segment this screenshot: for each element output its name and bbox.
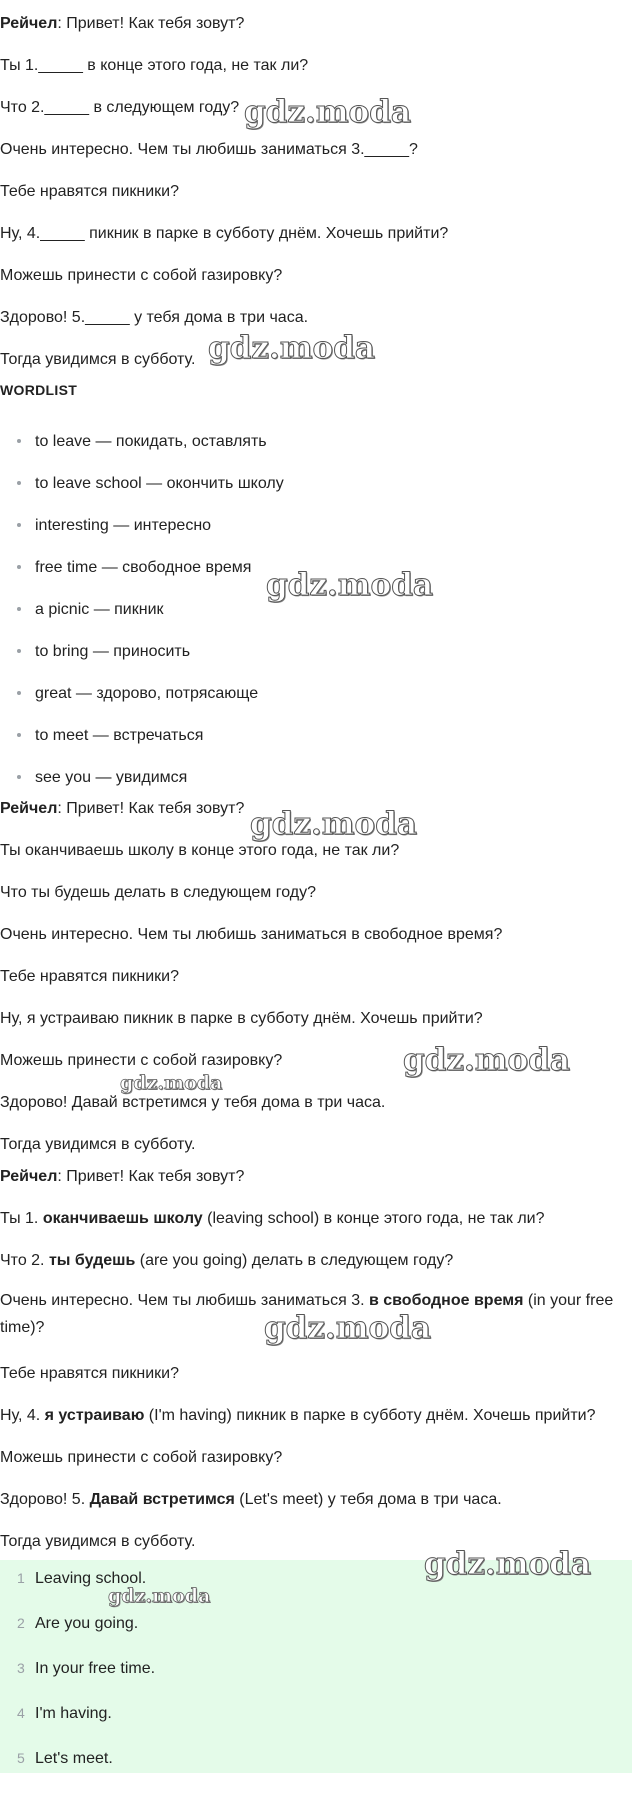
answer-text: I'm having. — [35, 1705, 112, 1722]
bullet-icon — [17, 733, 21, 737]
answer-number: 4 — [17, 1705, 25, 1721]
answer-item — [17, 1748, 113, 1769]
solution-line-1 — [0, 1167, 632, 1187]
answer-bold: Давай встретимся — [89, 1491, 235, 1508]
watermark: gdz.moda — [264, 1310, 431, 1346]
answer-text: Let's meet. — [35, 1750, 113, 1767]
answer-number: 1 — [17, 1570, 25, 1586]
line-text: (in your free time)? — [0, 1292, 614, 1336]
bullet-icon — [17, 607, 21, 611]
bullet-icon — [17, 481, 21, 485]
exercise-line-6: Ну, 4._____ пикник в парке в субботу днём. Хочешь прийти? — [0, 225, 449, 242]
line-text: Что 2. — [0, 1252, 49, 1269]
translation-line-2: Ты оканчиваешь школу в конце этого года, не так ли? — [0, 842, 400, 859]
bullet-icon — [17, 775, 21, 779]
wordlist-item — [17, 474, 284, 494]
line-text: (I'm having) пикник в парке в субботу днём. Хочешь прийти? — [144, 1407, 596, 1424]
wordlist-item — [17, 432, 267, 452]
watermark: gdz.moda — [208, 330, 375, 366]
exercise-line-3: Что 2._____ в следующем году? — [0, 99, 240, 116]
solution-line-5: Тебе нравятся пикники? — [0, 1365, 180, 1382]
solution-line-4 — [0, 1287, 620, 1341]
translation-line-4: Очень интересно. Чем ты любишь заниматься в свободное время? — [0, 926, 503, 943]
answers-panel — [0, 1560, 632, 1773]
answer-text: Leaving school. — [35, 1570, 147, 1587]
line-text: (Let's meet) у тебя дома в три часа. — [234, 1491, 502, 1508]
translation-line-7: Можешь принести с собой газировку? — [0, 1052, 283, 1069]
answer-item — [17, 1568, 146, 1589]
bullet-icon — [17, 523, 21, 527]
exercise-line-1 — [0, 14, 632, 34]
watermark: gdz.moda — [108, 1585, 211, 1607]
exercise-line-9: Тогда увидимся в субботу. — [0, 351, 196, 368]
wordlist-item-text: to leave school — окончить школу — [35, 475, 284, 492]
answer-bold: я устраиваю — [44, 1407, 145, 1424]
watermark: gdz.moda — [424, 1546, 591, 1582]
translation-line-8: Здорово! Давай встретимся у тебя дома в три часа. — [0, 1094, 386, 1111]
line-text: (leaving school) в конце этого года, не так ли? — [202, 1210, 545, 1227]
translation-line-9: Тогда увидимся в субботу. — [0, 1136, 196, 1153]
wordlist-item — [17, 516, 211, 536]
wordlist-item — [17, 768, 187, 788]
line-text: Ты 1. — [0, 1210, 43, 1227]
wordlist-item-text: see you — увидимся — [35, 769, 188, 786]
exercise-line-4: Очень интересно. Чем ты любишь заниматься 3._____? — [0, 141, 418, 158]
line-text: Очень интересно. Чем ты любишь заниматься 3. — [0, 1292, 369, 1309]
answer-text: Are you going. — [35, 1615, 139, 1632]
watermark: gdz.moda — [120, 1072, 223, 1094]
translation-line-3: Что ты будешь делать в следующем году? — [0, 884, 317, 901]
answer-item — [17, 1658, 155, 1679]
speaker-name: Рейчел — [0, 1168, 58, 1185]
watermark: gdz.moda — [244, 94, 411, 130]
answer-bold: в свободное время — [369, 1292, 524, 1309]
bullet-icon — [17, 439, 21, 443]
solution-line-9: Тогда увидимся в субботу. — [0, 1533, 196, 1550]
line-text: : Привет! Как тебя зовут? — [57, 1168, 245, 1185]
solution-line-2 — [0, 1209, 632, 1229]
line-text: : Привет! Как тебя зовут? — [57, 15, 245, 32]
wordlist-item-text: a picnic — пикник — [35, 601, 164, 618]
solution-line-3 — [0, 1251, 632, 1271]
translation-line-1 — [0, 799, 632, 819]
wordlist-item — [17, 558, 251, 578]
solution-line-6 — [0, 1406, 632, 1426]
answer-number: 2 — [17, 1615, 25, 1631]
line-text: : Привет! Как тебя зовут? — [57, 800, 245, 817]
speaker-name: Рейчел — [0, 15, 58, 32]
wordlist-title: WORDLIST — [0, 382, 78, 398]
translation-line-6: Ну, я устраиваю пикник в парке в субботу днём. Хочешь прийти? — [0, 1010, 483, 1027]
solution-line-8 — [0, 1490, 632, 1510]
bullet-icon — [17, 649, 21, 653]
answer-text: In your free time. — [35, 1660, 156, 1677]
exercise-line-5: Тебе нравятся пикники? — [0, 183, 180, 200]
wordlist-item — [17, 684, 258, 704]
wordlist-item — [17, 600, 164, 620]
speaker-name: Рейчел — [0, 800, 58, 817]
answer-number: 3 — [17, 1660, 25, 1676]
answer-number: 5 — [17, 1750, 25, 1766]
line-text: Здорово! 5. — [0, 1491, 90, 1508]
wordlist-item-text: free time — свободное время — [35, 559, 252, 576]
exercise-line-2: Ты 1._____ в конце этого года, не так ли? — [0, 57, 309, 74]
watermark: gdz.moda — [250, 806, 417, 842]
answer-item — [17, 1703, 112, 1724]
watermark: gdz.moda — [266, 567, 433, 603]
wordlist-item-text: to meet — встречаться — [35, 727, 204, 744]
translation-line-5: Тебе нравятся пикники? — [0, 968, 180, 985]
bullet-icon — [17, 691, 21, 695]
wordlist-item — [17, 642, 190, 662]
wordlist-item-text: great — здорово, потрясающе — [35, 685, 259, 702]
answer-bold: оканчиваешь школу — [42, 1210, 203, 1227]
bullet-icon — [17, 565, 21, 569]
watermark: gdz.moda — [403, 1042, 570, 1078]
wordlist-item-text: to bring — приносить — [35, 643, 191, 660]
answer-bold: ты будешь — [48, 1252, 136, 1269]
wordlist-item-text: interesting — интересно — [35, 517, 212, 534]
exercise-line-8: Здорово! 5._____ у тебя дома в три часа. — [0, 309, 309, 326]
exercise-line-7: Можешь принести с собой газировку? — [0, 267, 283, 284]
line-text: (are you going) делать в следующем году? — [135, 1252, 454, 1269]
wordlist-item-text: to leave — покидать, оставлять — [35, 433, 267, 450]
wordlist-item — [17, 726, 203, 746]
solution-line-7: Можешь принести с собой газировку? — [0, 1449, 283, 1466]
line-text: Ну, 4. — [0, 1407, 45, 1424]
answer-item — [17, 1613, 138, 1634]
